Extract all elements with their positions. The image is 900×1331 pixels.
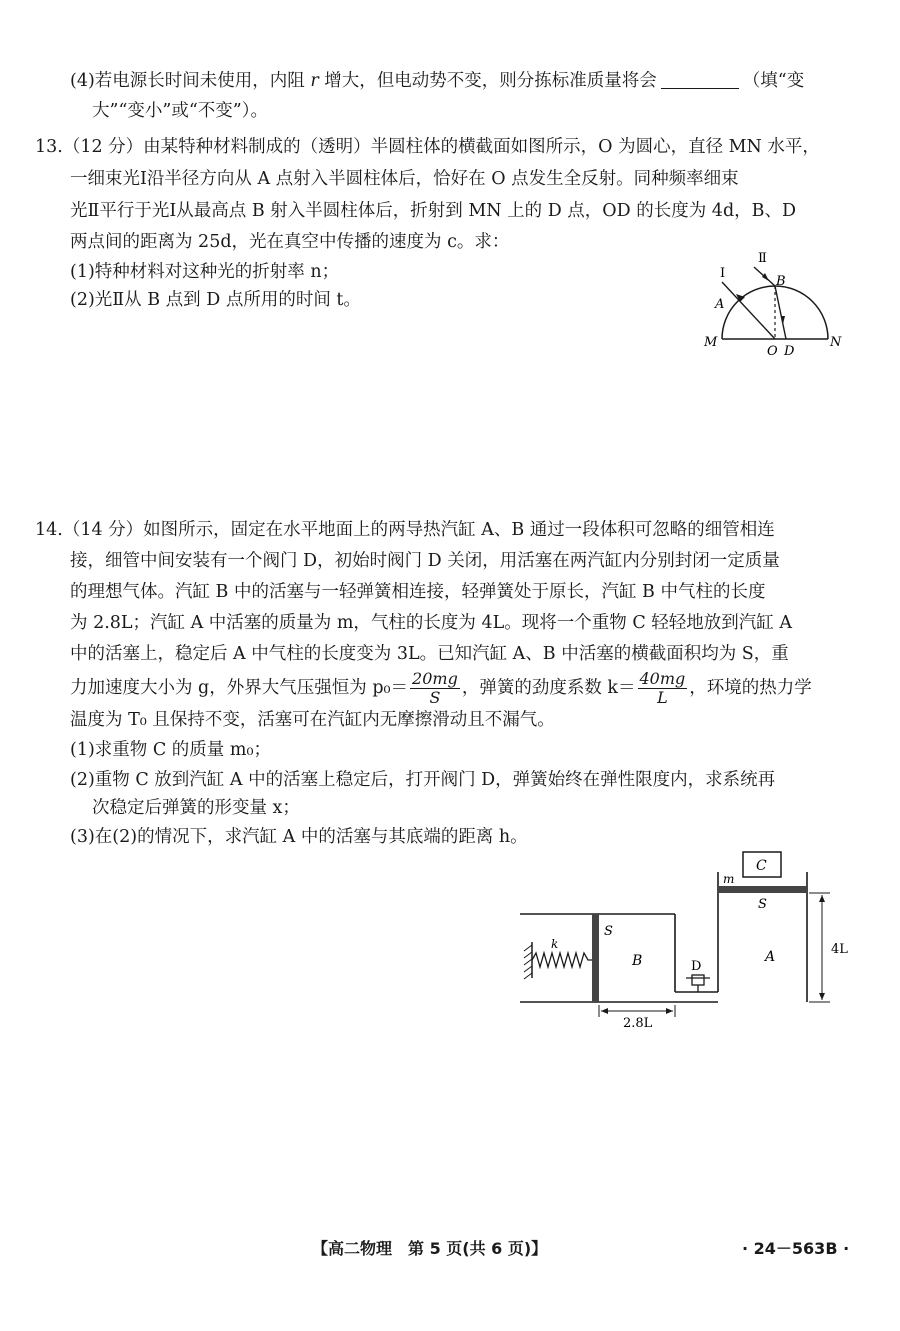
label-O: O (767, 344, 778, 359)
label-S-A: S (758, 897, 767, 912)
q14-line-4: 为 2.8L；汽缸 A 中活塞的质量为 m，气柱的长度为 4L。现将一个重物 C 轻轻地放到汽缸 A (70, 613, 792, 633)
wall-hatching (524, 945, 532, 979)
label-C: C (756, 858, 767, 874)
q14-line-6-text-c: ，环境的热力学 (689, 678, 812, 698)
fraction-p0 (410, 670, 460, 707)
q12-text-c: （填“变 (742, 71, 805, 91)
q14-line-3: 的理想气体。汽缸 B 中的活塞与一轻弹簧相连接，轻弹簧处于原长，汽缸 B 中气柱的长度 (70, 582, 766, 602)
q14-sub-1: (1)求重物 C 的质量 m₀； (70, 740, 271, 760)
q14-sub-2a: (2)重物 C 放到汽缸 A 中的活塞上稳定后，打开阀门 D，弹簧始终在弹性限度内，求系统再 (70, 770, 776, 790)
label-m: m (723, 872, 735, 886)
semicircle-figure (700, 245, 850, 365)
q14-line-5: 中的活塞上，稳定后 A 中气柱的长度变为 3L。已知汽缸 A、B 中活塞的横截面积均为 S，重 (70, 644, 789, 664)
page-footer: 【高二物理 第 5 页(共 6 页)】 (312, 1239, 548, 1258)
piston-A (718, 886, 807, 893)
q12-line-2: 大”“变小”或“不变”）。 (92, 101, 268, 121)
q13-line-3: 光Ⅱ平行于光Ⅰ从最高点 B 射入半圆柱体后，折射到 MN 上的 D 点，OD 的长度为 4d，B、D (70, 201, 797, 221)
fraction-k-denominator: L (657, 688, 668, 707)
piston-B (592, 914, 599, 1002)
q14-line-2: 接，细管中间安装有一个阀门 D，初始时阀门 D 关闭，用活塞在两汽缸内分别封闭一定质量 (70, 551, 780, 571)
spring (532, 953, 592, 967)
q14-line-6 (70, 668, 812, 708)
label-ray-2: Ⅱ (758, 251, 767, 266)
label-B: B (632, 953, 643, 969)
label-A: A (765, 949, 776, 965)
q13-line-2: 一细束光Ⅰ沿半径方向从 A 点射入半圆柱体后，恰好在 O 点发生全反射。同种频率细束 (70, 169, 739, 189)
label-4L: 4L (831, 942, 848, 957)
q14-line-6-text-a: 力加速度大小为 g，外界大气压强恒为 p₀＝ (70, 678, 409, 698)
label-D: D (691, 959, 702, 974)
label-M: M (704, 335, 718, 350)
cylinders-figure (510, 845, 860, 1030)
q14-sub-2b: 次稳定后弹簧的形变量 x； (92, 798, 300, 818)
q12-line-1 (70, 69, 804, 93)
answer-blank (661, 70, 739, 89)
dim-4L-arrow-down (819, 993, 825, 1000)
valve-D (692, 975, 704, 985)
label-S-B: S (604, 924, 613, 939)
label-k: k (551, 937, 559, 951)
dim-4L-arrow-up (819, 895, 825, 902)
label-D: D (784, 344, 795, 359)
q13-sub-1: (1)特种材料对这种光的折射率 n； (70, 262, 340, 282)
exam-code: · 24－563B · (742, 1239, 850, 1258)
q13-line-1: 13.（12 分）由某特种材料制成的（透明）半圆柱体的横截面如图所示，O 为圆心，直径 MN 水平， (35, 137, 820, 157)
fraction-k-numerator: 40mg (639, 669, 686, 688)
q13-sub-2: (2)光Ⅱ从 B 点到 D 点所用的时间 t。 (70, 290, 361, 310)
q12-var-r: r (310, 71, 319, 91)
ray-2-arrow (762, 273, 769, 281)
q14-line-1: 14.（14 分）如图所示，固定在水平地面上的两导热汽缸 A、B 通过一段体积可忽略的细管相连 (35, 520, 775, 540)
dim-28L-arrow-right (666, 1008, 673, 1014)
label-ray-1: Ⅰ (720, 266, 726, 281)
fraction-p0-numerator: 20mg (412, 669, 458, 688)
light-ray-2-refracted (775, 286, 786, 339)
q13-line-4: 两点间的距离为 25d，光在真空中传播的速度为 c。求： (70, 232, 510, 252)
fraction-p0-denominator: S (429, 688, 441, 707)
q14-sub-3: (3)在(2)的情况下，求汽缸 A 中的活塞与其底端的距离 h。 (70, 827, 528, 847)
q14-line-7: 温度为 T₀ 且保持不变，活塞可在汽缸内无摩擦滑动且不漏气。 (70, 710, 555, 730)
label-B: B (776, 274, 786, 289)
label-A: A (715, 297, 725, 312)
q14-line-6-text-b: ，弹簧的劲度系数 k＝ (461, 678, 636, 698)
q12-text-a: (4)若电源长时间未使用，内阻 (70, 71, 311, 91)
q12-text-b: 增大，但电动势不变，则分拣标准质量将会 (318, 71, 657, 91)
label-2.8L: 2.8L (623, 1016, 653, 1030)
label-N: N (830, 335, 842, 350)
dim-28L-arrow-left (601, 1008, 608, 1014)
fraction-k (638, 670, 688, 707)
